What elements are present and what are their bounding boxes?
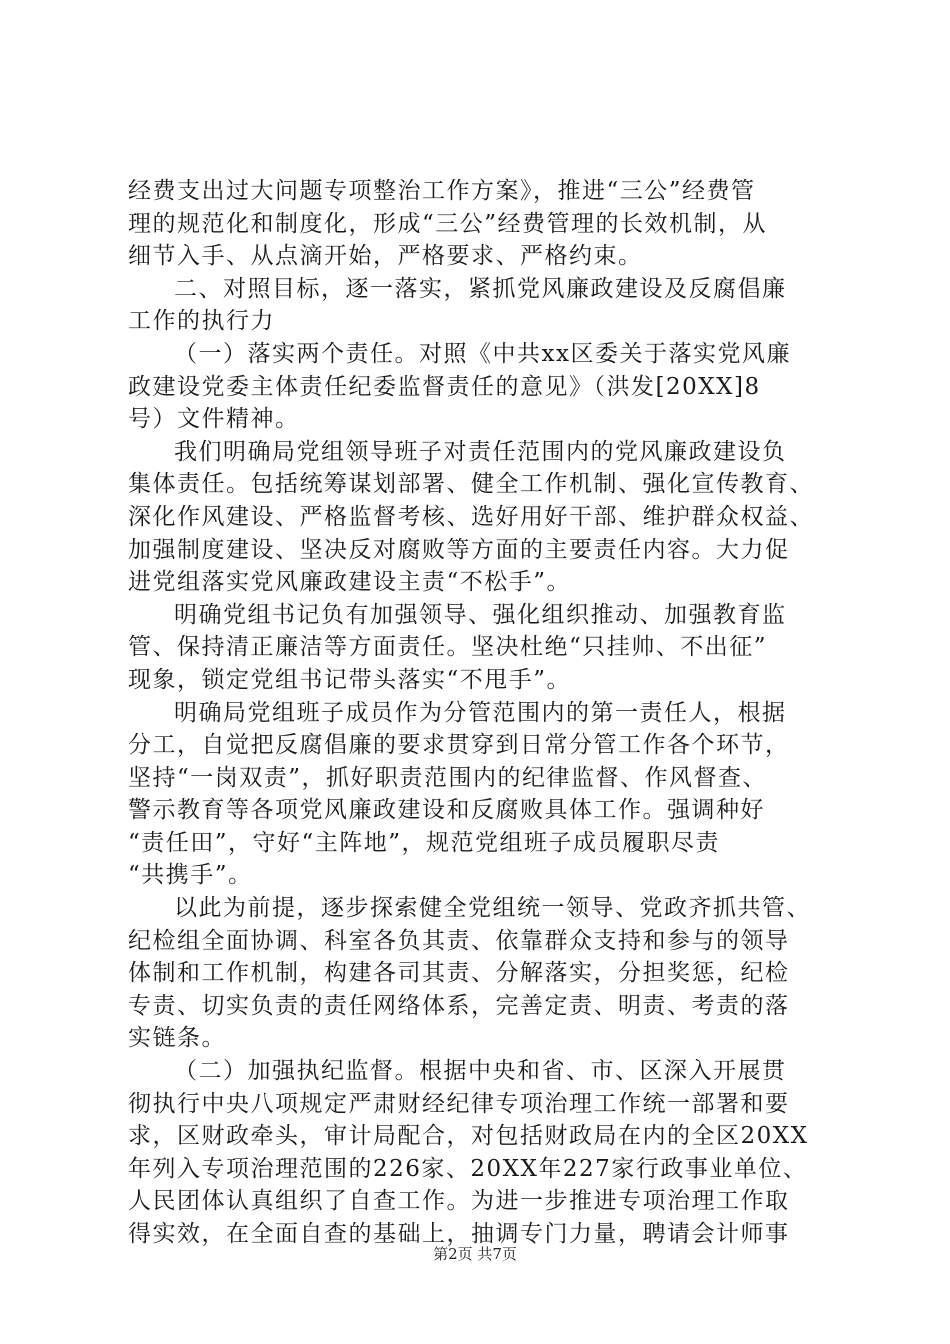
text-line: 政建设党委主体责任纪委监督责任的意见》（洪发[20XX]8	[128, 373, 761, 400]
text-line: 深化作风建设、严格监督考核、选好用好干部、维护群众权益、	[128, 503, 814, 530]
text-line: 号）文件精神。	[128, 406, 300, 433]
text-line: 理的规范化和制度化，形成“三公”经费管理的长效机制，从	[128, 210, 768, 237]
text-line: 进党组落实党风廉政建设主责“不松手”。	[128, 569, 572, 596]
text-line: 人民团体认真组织了自查工作。为进一步推进专项治理工作取	[128, 1188, 790, 1215]
paragraph-first-line: 明确党组书记负有加强领导、强化组织推动、加强教育监	[174, 601, 787, 628]
paragraph-first-line: 以此为前提，逐步探索健全党组统一领导、党政齐抓共管、	[174, 895, 811, 922]
text-line: 现象，锁定党组书记带头落实“不甩手”。	[128, 666, 572, 693]
paragraph-first-line: 我们明确局党组领导班子对责任范围内的党风廉政建设负	[174, 438, 787, 465]
page-number-footer: 第2页 共7页	[433, 1245, 517, 1263]
text-line: 彻执行中央八项规定严肃财经纪律专项治理工作统一部署和要	[128, 1090, 790, 1117]
paragraph-first-line: 二、对照目标，逐一落实，紧抓党风廉政建设及反腐倡廉	[174, 275, 787, 302]
text-line: 集体责任。包括统筹谋划部署、健全工作机制、强化宣传教育、	[128, 471, 814, 498]
text-line: 体制和工作机制，构建各司其责、分解落实，分担奖惩，纪检	[128, 960, 790, 987]
text-line: 坚持“一岗双责”，抓好职责范围内的纪律监督、作风督查、	[128, 764, 768, 791]
text-line: 求，区财政牵头，审计局配合，对包括财政局在内的全区20XX	[128, 1123, 809, 1150]
text-line: 工作的执行力	[128, 308, 275, 335]
document-body	[128, 175, 833, 1251]
text-line: “责任田”，守好“主阵地”，规范党组班子成员履职尽责	[128, 829, 721, 856]
text-line: 得实效，在全面自查的基础上，抽调专门力量，聘请会计师事	[128, 1221, 790, 1247]
text-line: 经费支出过大问题专项整治工作方案》，推进“三公”经费管	[128, 178, 756, 204]
text-line: 管、保持清正廉洁等方面责任。坚决杜绝“只挂帅、不出征”	[128, 634, 768, 661]
text-line: 细节入手、从点滴开始，严格要求、严格约束。	[128, 243, 643, 270]
text-line: 专责、切实负责的责任网络体系，完善定责、明责、考责的落	[128, 992, 790, 1019]
text-line: 纪检组全面协调、科室各负其责、依靠群众支持和参与的领导	[128, 927, 790, 954]
paragraph-first-line: 明确局党组班子成员作为分管范围内的第一责任人，根据	[174, 699, 787, 726]
text-line: 年列入专项治理范围的226家、20XX年227家行政事业单位、	[128, 1155, 808, 1182]
text-line: 警示教育等各项党风廉政建设和反腐败具体工作。强调种好	[128, 797, 765, 824]
text-line: 加强制度建设、坚决反对腐败等方面的主要责任内容。大力促	[128, 536, 790, 563]
paragraph-first-line: （一）落实两个责任。对照《中共xx区委关于落实党风廉	[174, 340, 791, 367]
text-line: 分工，自觉把反腐倡廉的要求贯穿到日常分管工作各个环节，	[128, 732, 790, 759]
paragraph-first-line: （二）加强执纪监督。根据中央和省、市、区深入开展贯	[174, 1058, 787, 1085]
text-line: “共携手”。	[128, 862, 253, 889]
text-line: 实链条。	[128, 1025, 226, 1052]
